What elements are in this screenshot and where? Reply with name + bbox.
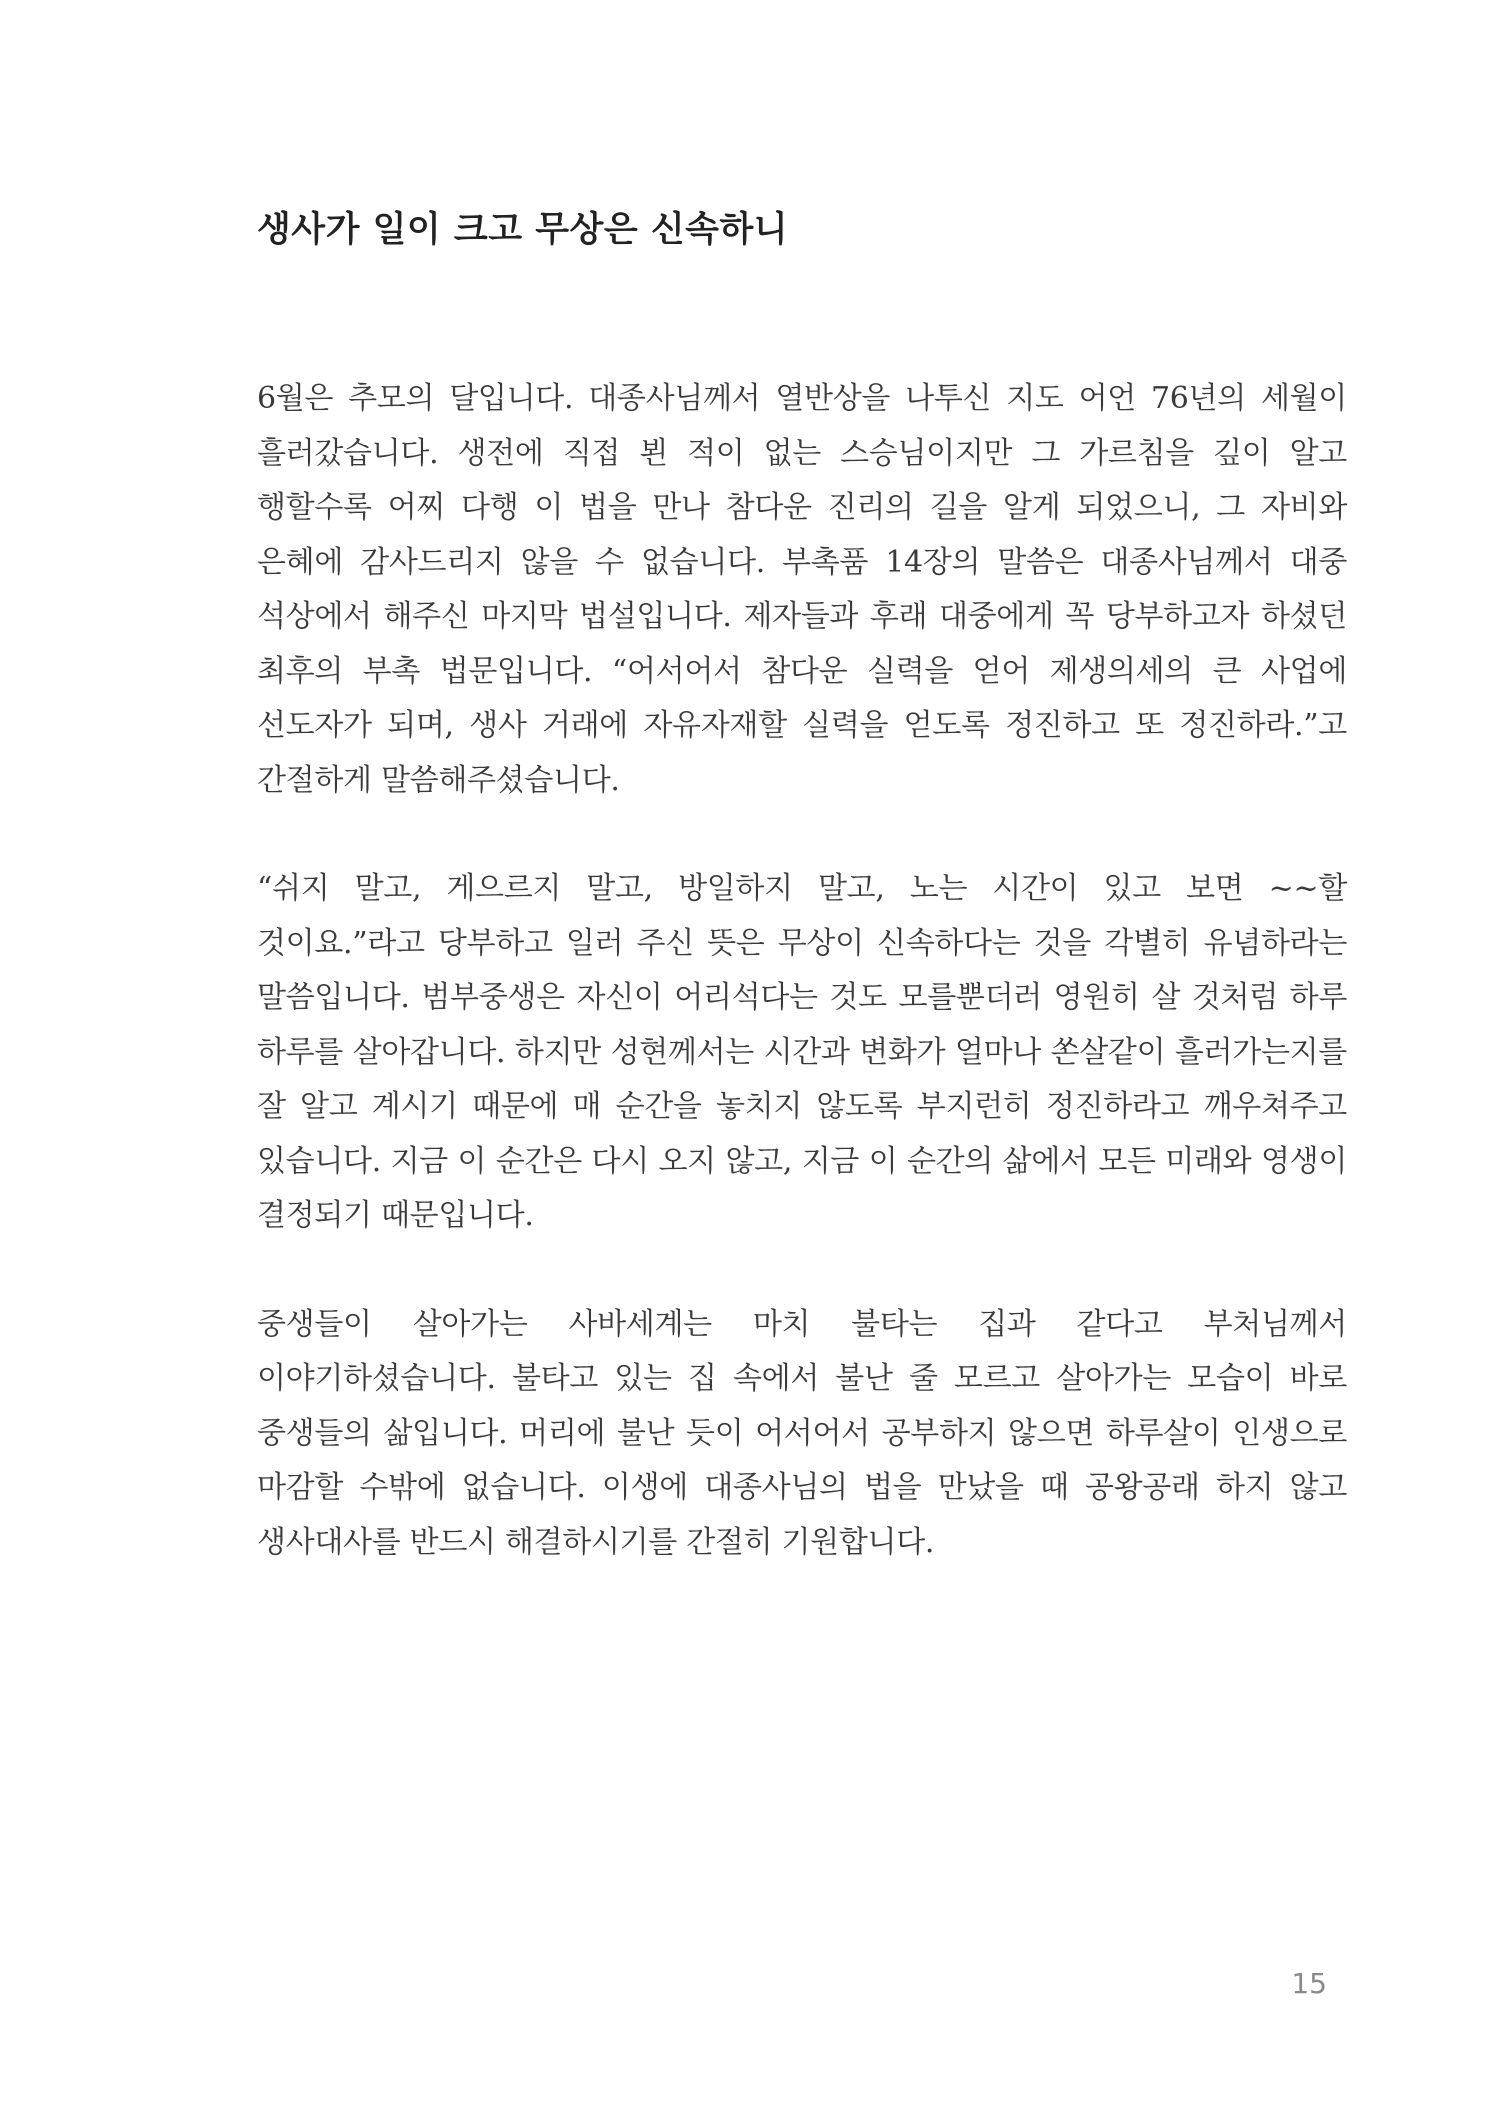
paragraph-2: “쉬지 말고, 게으르지 말고, 방일하지 말고, 노는 시간이 있고 보면 ~~할 것이요.”라고 당부하고 일러 주신 뜻은 무상이 신속하다는 것을 각별히 유념하라는 말씀입니다. 범부중생은 자신이 어리석다는 것도 모를뿐더러 영원히 살 것처럼 하루 하루를 살아갑니다. 하지만 성현께서는 시간과 변화가 얼마나 쏜살같이 흘러가는지를 잘 알고 계시기 때문에 매 순간을 놓치지 않도록 부지런히 정진하라고 깨우쳐주고 있습니다. 지금 이 순간은 다시 오지 않고, 지금 이 순간의 삶에서 모든 미래와 영생이 결정되기 때문입니다. — [257, 871, 1347, 1233]
page-number: 15 — [1291, 1967, 1327, 2000]
body-text — [257, 372, 1347, 1624]
paragraph-3: 중생들이 살아가는 사바세계는 마치 불타는 집과 같다고 부처님께서 이야기하셨습니다. 불타고 있는 집 속에서 불난 줄 모르고 살아가는 모습이 바로 중생들의 삶입니다. 머리에 불난 듯이 어서어서 공부하지 않으면 하루살이 인생으로 마감할 수밖에 없습니다. 이생에 대종사님의 법을 만났을 때 공왕공래 하지 않고 생사대사를 반드시 해결하시기를 간절히 기원합니다. — [257, 1306, 1347, 1560]
paragraph-1: 6월은 추모의 달입니다. 대종사님께서 열반상을 나투신 지도 어언 76년의 세월이 흘러갔습니다. 생전에 직접 뵌 적이 없는 스승님이지만 그 가르침을 깊이 알고 행할수록 어찌 다행 이 법을 만나 참다운 진리의 길을 알게 되었으니, 그 자비와 은혜에 감사드리지 않을 수 없습니다. 부촉품 14장의 말씀은 대종사님께서 대중 석상에서 해주신 마지막 법설입니다. 제자들과 후래 대중에게 꼭 당부하고자 하셨던 최후의 부촉 법문입니다. “어서어서 참다운 실력을 얻어 제생의세의 큰 사업에 선도자가 되며, 생사 거래에 자유자재할 실력을 얻도록 정진하고 또 정진하라.”고 간절하게 말씀해주셨습니다. — [257, 381, 1347, 798]
page-title: 생사가 일이 크고 무상은 신속하니 — [257, 210, 789, 250]
